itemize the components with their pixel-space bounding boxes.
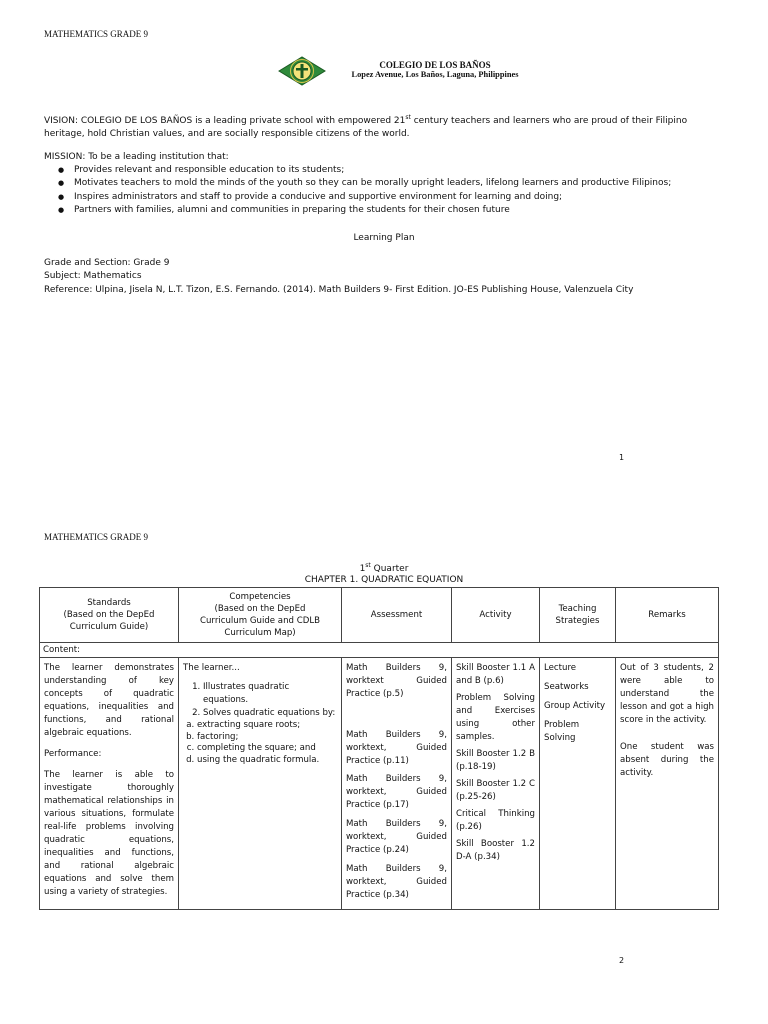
page-number: 1 [619,453,625,462]
activity-item: Skill Booster 1.2 B (p.18-19) [456,749,535,772]
column-header-assessment: Assessment [342,588,452,643]
table-row [40,643,719,658]
column-header-competencies: Competencies (Based on the DepEd Curriculum Guide and CDLB Curriculum Map) [179,588,342,643]
sub-competency-item: a. extracting square roots; [197,720,337,732]
mission-item: ● Inspires administrators and staff to provide a conducive and supportive environment for learning and doing; [58,191,563,202]
strategy-item: Problem Solving [544,720,580,743]
school-logo [278,56,326,86]
assessment-item: Math Builders 9, worktext, Guided Practice (p.11) [346,730,447,766]
page-number: 2 [619,956,625,965]
assessment-item: Math Builders 9, worktext, Guided Practice (p.24) [346,819,447,855]
learning-plan-title: Learning Plan [353,233,415,243]
table-row [40,658,719,910]
school-address: Lopez Avenue, Los Baños, Laguna, Philippines [351,70,519,79]
page-header: MATHEMATICS GRADE 9 [44,29,149,39]
competency-item: 2. Solves quadratic equations by: [203,707,337,720]
assessment-item: Math Builders 9, worktext, Guided Practice (p.34) [346,864,447,900]
strategy-item: Seatworks [544,682,589,692]
learning-plan-table [39,587,719,910]
activity-cell [452,658,540,910]
competency-item: 1. Illustrates quadratic equations. [203,681,337,707]
strategy-item: Lecture [544,663,577,673]
sub-competency-item: d. using the quadratic formula. [197,755,337,767]
mission-item: ● Provides relevant and responsible education to its students; [58,165,345,175]
remarks-cell [616,658,719,910]
standards-cell [40,658,179,910]
page-header: MATHEMATICS GRADE 9 [44,532,149,542]
assessment-item: Math Builders 9, worktext Guided Practice (p.5) [346,663,447,699]
assessment-cell [342,658,452,910]
subject: Subject: Mathematics [44,271,142,281]
competency-list [183,681,337,720]
mission-list [44,164,754,217]
school-info [335,60,535,79]
vision-statement: VISION: COLEGIO DE LOS BAÑOS is a leading private school with empowered 21st century teachers and learners who are proud of their Filipino heritage, hold Christian values, and are socially responsible citizens of the world. [44,114,688,139]
table-header-row [40,588,719,643]
mission-item: ● Motivates teachers to mold the minds of the youth so they can be morally upright leaders, lifelong learners and productive Filipinos; [58,178,672,189]
remark-item: One student was absent during the activity. [620,742,714,778]
column-header-strategies: Teaching Strategies [540,588,616,643]
mission-item: ● Partners with families, alumni and communities in preparing the students for their chosen future [58,204,510,215]
strategy-item: Group Activity [544,701,606,711]
sub-competency-list [183,720,337,766]
school-name: COLEGIO DE LOS BAÑOS [379,60,491,70]
standards-content: The learner demonstrates understanding of key concepts of quadratic equations, inequalities and functions, and rational algebraic equations. [44,663,174,738]
performance-label: Performance: [44,749,102,759]
mission-intro: MISSION: To be a leading institution that: [44,152,229,162]
activity-item: Skill Booster 1.1 A and B (p.6) [456,663,535,686]
sub-competency-item: c. completing the square; and [197,743,337,755]
column-header-standards: Standards (Based on the DepEd Curriculum Guide) [40,588,179,643]
assessment-item: Math Builders 9, worktext, Guided Practice (p.17) [346,774,447,810]
column-header-activity: Activity [452,588,540,643]
activity-item: Critical Thinking (p.26) [456,809,535,832]
activity-item: Skill Booster 1.2 C (p.25-26) [456,779,535,802]
strategies-cell [540,658,616,910]
chapter-title: CHAPTER 1. QUADRATIC EQUATION [304,575,464,585]
activity-item: Problem Solving and Exercises using other samples. [456,693,535,742]
remark-item: Out of 3 students, 2 were able to understand the lesson and got a high score in the activity. [620,663,714,725]
activity-item: Skill Booster 1.2 D-A (p.34) [456,839,535,862]
content-label: Content: [40,643,719,658]
column-header-remarks: Remarks [616,588,719,643]
reference: Reference: Ulpina, Jisela N, L.T. Tizon, E.S. Fernando. (2014). Math Builders 9- First Edition. JO-ES Publishing House, Valenzuela City [44,285,634,295]
standards-performance: The learner is able to investigate thoroughly mathematical relationships in various situations, formulate real-life problems involving quadratic equations, inequalities and functions, and rational algebraic equations and solve them using a variety of strategies. [44,770,174,897]
quarter-label: 1st Quarter [359,562,409,574]
sub-competency-item: b. factoring; [197,732,337,744]
competency-intro: The learner... [183,663,240,673]
grade-section: Grade and Section: Grade 9 [44,258,170,268]
competencies-cell [179,658,342,910]
